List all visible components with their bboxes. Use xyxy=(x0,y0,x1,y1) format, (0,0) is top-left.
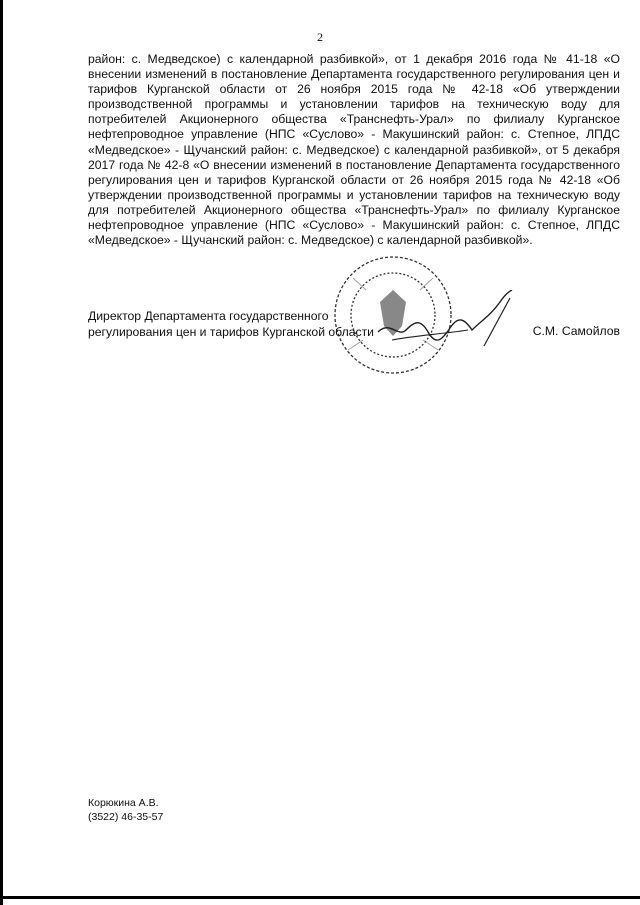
scan-left-edge xyxy=(0,0,3,905)
body-line: «Суслово» - Макушинский район: с. Степное, ЛПДС «Медведское» - Щучанский район: xyxy=(88,218,620,248)
body-line: внесении изменений в постановление Департамента государственного регулирования xyxy=(88,67,585,82)
body-line: государственного регулирования цен и тарифов Курганской области от 26 ноября xyxy=(88,157,620,187)
page-number: 2 xyxy=(317,30,323,44)
signature-block xyxy=(88,309,620,349)
body-line: потребителей Акционерного общества «Транснефть-Урал» по филиалу Курганское xyxy=(88,112,620,127)
signer-title-line: регулирования цен и тарифов Курганской области xyxy=(88,324,374,339)
body-paragraph xyxy=(88,52,620,248)
body-line: 5 декабря 2017 года № 42-8 «О внесении изменений в постановление Департамента xyxy=(88,142,620,172)
body-line: тарифов на техническую воду для потребителей Акционерного общества xyxy=(88,187,621,217)
signer-title xyxy=(88,309,374,340)
body-line: «Медведское» - Щучанский район: с. Медведское) с календарной разбивкой», от xyxy=(88,142,558,157)
signer-name: С.М. Самойлов xyxy=(532,324,620,338)
body-line: район: с. Медведское) с календарной разбивкой», от 1 декабря 2016 года № 41-18 «О xyxy=(88,52,620,66)
body-line: 2015 года № 42-18 «Об утверждении производственной программы и установлении xyxy=(88,172,621,202)
executor-info xyxy=(88,796,163,824)
body-line: с. Медведское) с календарной разбивкой». xyxy=(288,233,533,248)
body-line: «Транснефть-Урал» по филиалу Курганское нефтепроводное управление (НПС xyxy=(88,202,620,233)
signer-title-line: Директор Департамента государственного xyxy=(88,309,329,323)
executor-name: Корюкина А.В. xyxy=(88,797,159,809)
body-line: нефтепроводное управление (НПС «Суслово» - Макушинский район: с. Степное, ЛПДС xyxy=(88,127,620,142)
scan-bottom-edge xyxy=(0,896,640,899)
body-line: производственной программы и установлении тарифов на техническую воду для xyxy=(88,97,620,112)
body-line: цен и тарифов Курганской области от 26 ноября 2015 года № 42-18 «Об утверждении xyxy=(88,67,620,97)
executor-phone: (3522) 46-35-57 xyxy=(88,811,164,823)
